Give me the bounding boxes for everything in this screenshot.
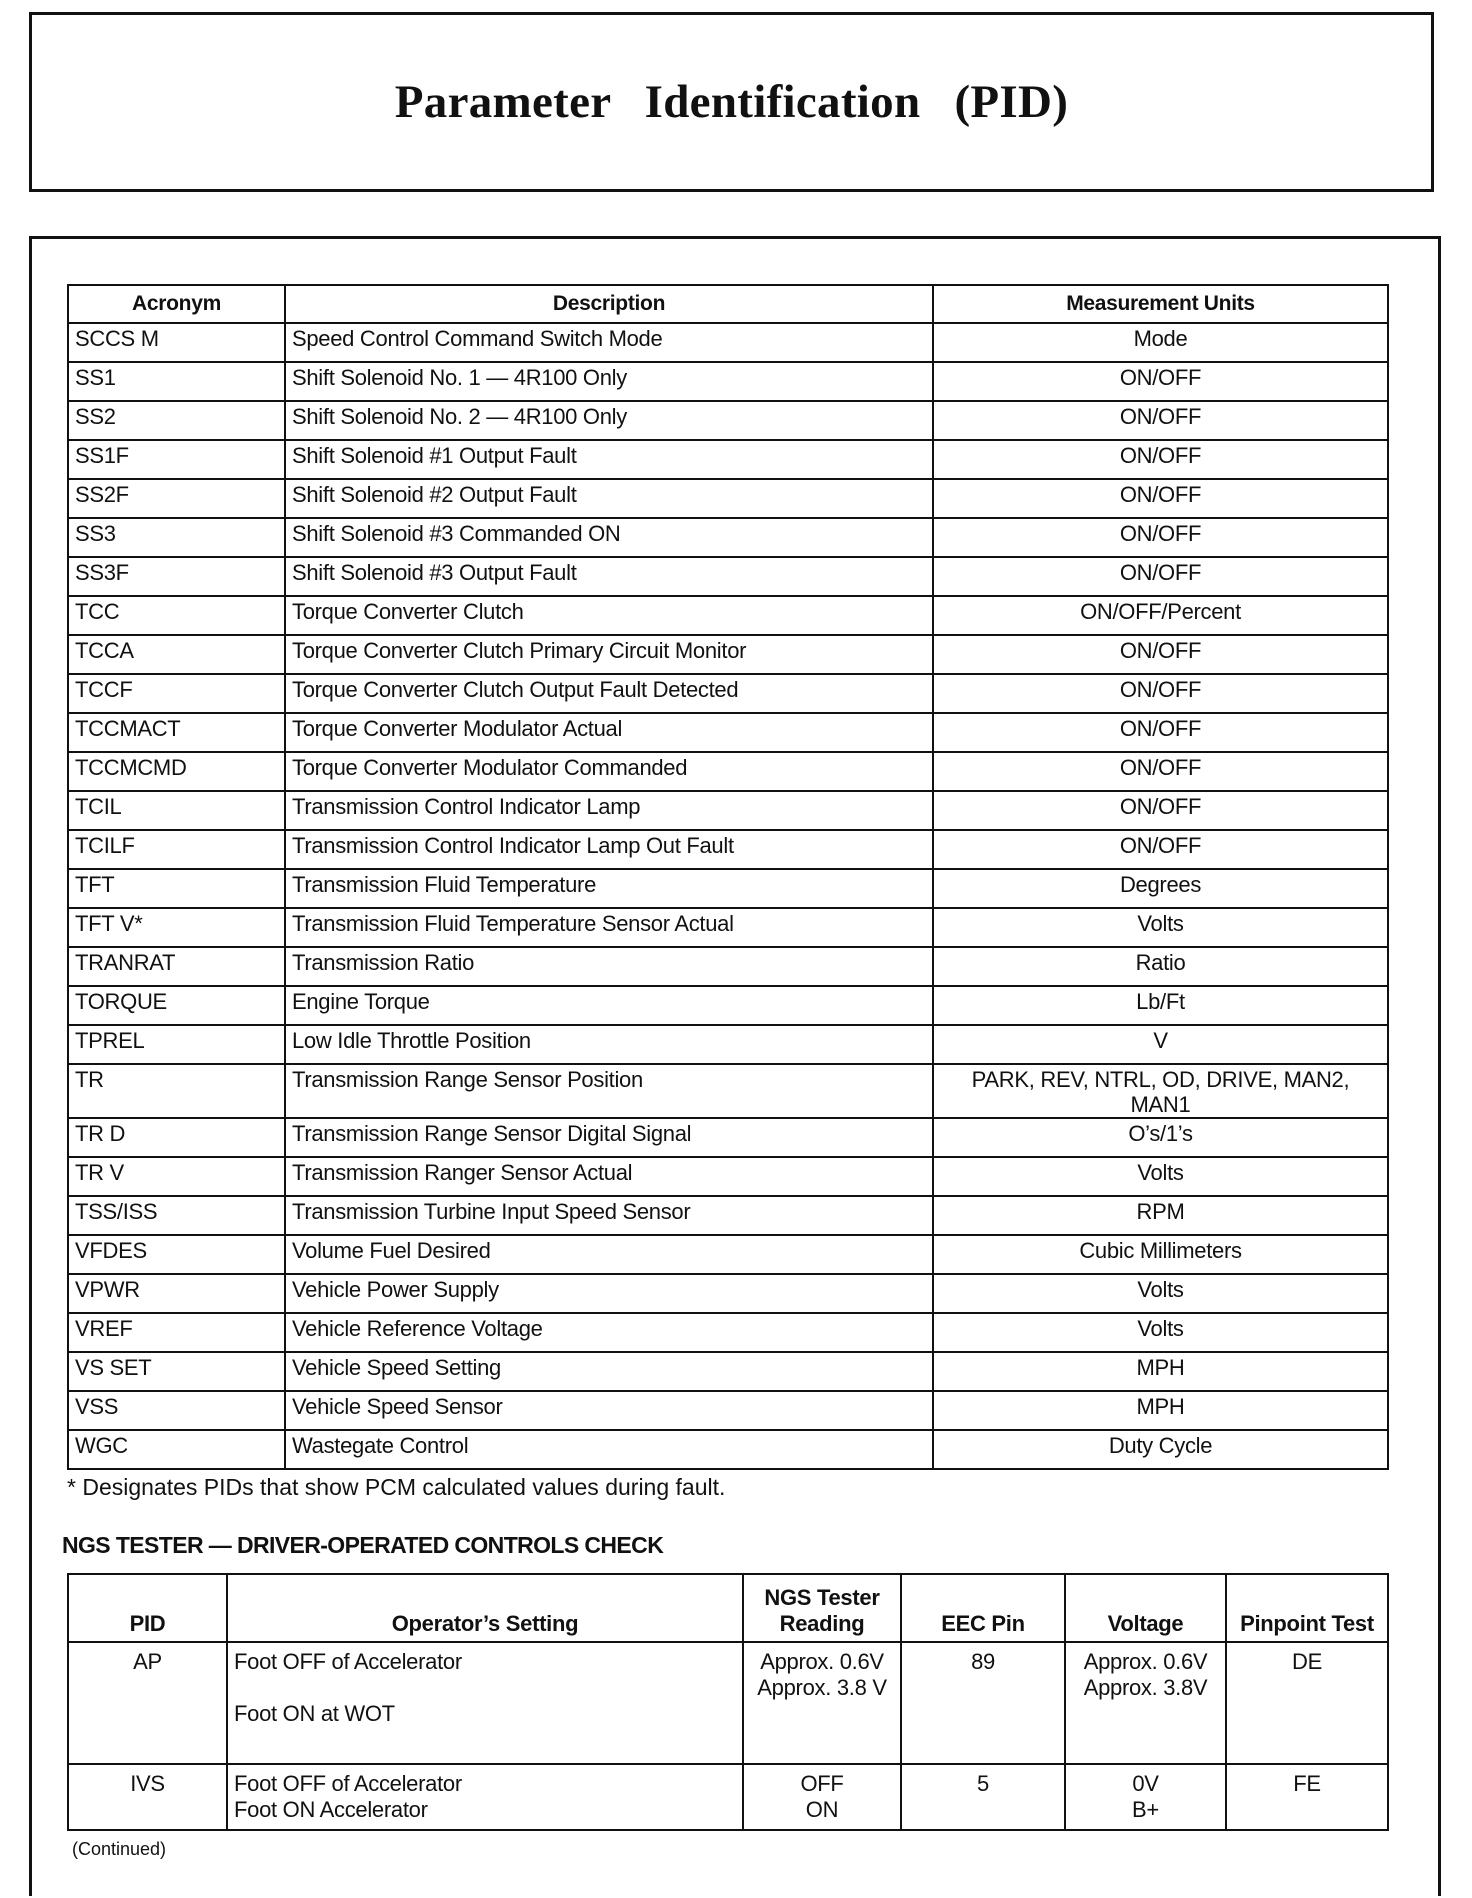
cell-acronym: VFDES <box>68 1235 285 1274</box>
cell-units: Duty Cycle <box>933 1430 1388 1469</box>
table-row <box>68 1352 1388 1391</box>
table-row <box>68 557 1388 596</box>
cell-line: Foot OFF of Accelerator <box>234 1771 462 1796</box>
cell-description: Shift Solenoid #3 Output Fault <box>285 557 933 596</box>
cell-description: Low Idle Throttle Position <box>285 1025 933 1064</box>
cell-acronym: TCILF <box>68 830 285 869</box>
cell-acronym: SS2F <box>68 479 285 518</box>
cell-operator-setting <box>227 1764 743 1830</box>
table-row <box>68 479 1388 518</box>
table-row <box>68 986 1388 1025</box>
cell-description: Transmission Range Sensor Position <box>285 1064 933 1118</box>
cell-units: Volts <box>933 1313 1388 1352</box>
cell-description: Wastegate Control <box>285 1430 933 1469</box>
cell-units: ON/OFF <box>933 635 1388 674</box>
cell-units: ON/OFF <box>933 713 1388 752</box>
cell-acronym: TRANRAT <box>68 947 285 986</box>
cell-units: ON/OFF <box>933 479 1388 518</box>
cell-operator-setting <box>227 1642 743 1764</box>
header-pinpoint-test: Pinpoint Test <box>1226 1574 1388 1642</box>
cell-description: Torque Converter Clutch <box>285 596 933 635</box>
cell-text: FE <box>1293 1771 1321 1796</box>
pid-table-header <box>68 285 1388 323</box>
table-row <box>68 1391 1388 1430</box>
table-row <box>68 362 1388 401</box>
cell-units: Ratio <box>933 947 1388 986</box>
cell-units: ON/OFF <box>933 440 1388 479</box>
cell-units: ON/OFF/Percent <box>933 596 1388 635</box>
cell-description: Vehicle Power Supply <box>285 1274 933 1313</box>
cell-text: 5 <box>977 1771 989 1796</box>
table-row <box>68 401 1388 440</box>
cell-units: Volts <box>933 1157 1388 1196</box>
cell-units: Volts <box>933 908 1388 947</box>
cell-description: Shift Solenoid #2 Output Fault <box>285 479 933 518</box>
cell-acronym: TPREL <box>68 1025 285 1064</box>
table-row <box>68 518 1388 557</box>
cell-acronym: VS SET <box>68 1352 285 1391</box>
cell-acronym: SS3F <box>68 557 285 596</box>
cell-units: Degrees <box>933 869 1388 908</box>
table-row <box>68 830 1388 869</box>
header-operator-setting: Operator’s Setting <box>227 1574 743 1642</box>
cell-line: 0V <box>1132 1771 1159 1796</box>
cell-units: ON/OFF <box>933 791 1388 830</box>
table-row <box>68 908 1388 947</box>
cell-units: PARK, REV, NTRL, OD, DRIVE, MAN2, MAN1 <box>933 1064 1388 1118</box>
cell-description: Shift Solenoid #3 Commanded ON <box>285 518 933 557</box>
table-row <box>68 1764 1388 1830</box>
cell-acronym: TCCMACT <box>68 713 285 752</box>
cell-units: Volts <box>933 1274 1388 1313</box>
cell-acronym: TORQUE <box>68 986 285 1025</box>
cell-acronym: TR D <box>68 1118 285 1157</box>
table-row <box>68 947 1388 986</box>
table-row <box>68 1196 1388 1235</box>
cell-pid <box>68 1764 227 1830</box>
cell-line: Approx. 3.8V <box>1083 1675 1208 1700</box>
cell-acronym: TSS/ISS <box>68 1196 285 1235</box>
cell-pinpoint-test <box>1226 1642 1388 1764</box>
content-frame <box>29 236 1441 1896</box>
cell-acronym: SCCS M <box>68 323 285 362</box>
cell-ngs-reading <box>743 1642 901 1764</box>
table-row <box>68 713 1388 752</box>
table-row <box>68 1157 1388 1196</box>
ngs-table-header <box>68 1574 1388 1642</box>
table-row <box>68 323 1388 362</box>
cell-units: O’s/1’s <box>933 1118 1388 1157</box>
cell-description: Engine Torque <box>285 986 933 1025</box>
cell-units: ON/OFF <box>933 752 1388 791</box>
footnote: * Designates PIDs that show PCM calculated values during fault. <box>67 1474 726 1500</box>
cell-line: B+ <box>1132 1797 1159 1822</box>
table-row <box>68 440 1388 479</box>
cell-description: Transmission Range Sensor Digital Signal <box>285 1118 933 1157</box>
cell-acronym: TFT V* <box>68 908 285 947</box>
cell-description: Vehicle Reference Voltage <box>285 1313 933 1352</box>
cell-line: ON <box>805 1797 839 1822</box>
cell-line: Approx. 0.6V <box>1083 1649 1208 1674</box>
cell-acronym: SS1 <box>68 362 285 401</box>
cell-description: Shift Solenoid #1 Output Fault <box>285 440 933 479</box>
cell-acronym: VPWR <box>68 1274 285 1313</box>
cell-units: MPH <box>933 1391 1388 1430</box>
cell-units: RPM <box>933 1196 1388 1235</box>
page-title: Parameter Identification (PID) <box>394 76 1069 128</box>
cell-description: Shift Solenoid No. 1 — 4R100 Only <box>285 362 933 401</box>
cell-description: Torque Converter Modulator Commanded <box>285 752 933 791</box>
cell-acronym: TCCF <box>68 674 285 713</box>
table-row <box>68 1430 1388 1469</box>
cell-text: 89 <box>971 1649 995 1674</box>
cell-description: Speed Control Command Switch Mode <box>285 323 933 362</box>
cell-ngs-reading <box>743 1764 901 1830</box>
cell-units: ON/OFF <box>933 557 1388 596</box>
cell-acronym: VREF <box>68 1313 285 1352</box>
cell-description: Transmission Fluid Temperature Sensor Actual <box>285 908 933 947</box>
cell-description: Volume Fuel Desired <box>285 1235 933 1274</box>
continued-note: (Continued) <box>72 1839 167 1859</box>
cell-units: ON/OFF <box>933 362 1388 401</box>
table-row <box>68 1642 1388 1764</box>
table-row <box>68 869 1388 908</box>
header-voltage: Voltage <box>1065 1574 1226 1642</box>
table-row <box>68 752 1388 791</box>
cell-pinpoint-test <box>1226 1764 1388 1830</box>
cell-eec-pin <box>901 1764 1065 1830</box>
cell-text: IVS <box>130 1771 165 1796</box>
table-row <box>68 674 1388 713</box>
cell-voltage <box>1065 1642 1226 1764</box>
header-acronym: Acronym <box>68 285 285 323</box>
cell-acronym: TFT <box>68 869 285 908</box>
cell-description: Vehicle Speed Sensor <box>285 1391 933 1430</box>
header-description: Description <box>285 285 933 323</box>
cell-description: Vehicle Speed Setting <box>285 1352 933 1391</box>
cell-description: Torque Converter Clutch Primary Circuit Monitor <box>285 635 933 674</box>
header-pid: PID <box>68 1574 227 1642</box>
cell-line: Approx. 0.6V <box>760 1649 884 1674</box>
table-row <box>68 1235 1388 1274</box>
cell-units: Cubic Millimeters <box>933 1235 1388 1274</box>
cell-line: Foot ON Accelerator <box>234 1797 428 1822</box>
header-ngs-reading: NGS Tester Reading <box>743 1574 901 1642</box>
cell-acronym: TCC <box>68 596 285 635</box>
header-units: Measurement Units <box>933 285 1388 323</box>
table-row <box>68 1313 1388 1352</box>
cell-description: Transmission Fluid Temperature <box>285 869 933 908</box>
cell-line: Approx. 3.8 V <box>757 1675 887 1700</box>
cell-line: Foot ON at WOT <box>234 1701 395 1726</box>
cell-units: ON/OFF <box>933 830 1388 869</box>
cell-acronym: SS2 <box>68 401 285 440</box>
cell-units: Lb/Ft <box>933 986 1388 1025</box>
cell-acronym: WGC <box>68 1430 285 1469</box>
cell-units: Mode <box>933 323 1388 362</box>
header-eec-pin: EEC Pin <box>901 1574 1065 1642</box>
cell-text: AP <box>133 1649 162 1674</box>
cell-voltage <box>1065 1764 1226 1830</box>
cell-description: Transmission Ratio <box>285 947 933 986</box>
cell-units: MPH <box>933 1352 1388 1391</box>
ngs-table <box>67 1573 1389 1831</box>
table-row <box>68 791 1388 830</box>
cell-text: DE <box>1292 1649 1322 1674</box>
cell-acronym: TCCA <box>68 635 285 674</box>
table-row <box>68 1025 1388 1064</box>
cell-acronym: SS1F <box>68 440 285 479</box>
cell-acronym: TCCMCMD <box>68 752 285 791</box>
cell-description: Shift Solenoid No. 2 — 4R100 Only <box>285 401 933 440</box>
table-row <box>68 1118 1388 1157</box>
table-row <box>68 1274 1388 1313</box>
cell-units: ON/OFF <box>933 518 1388 557</box>
cell-acronym: TR <box>68 1064 285 1118</box>
table-row <box>68 635 1388 674</box>
pid-table <box>67 284 1389 1470</box>
cell-pid <box>68 1642 227 1764</box>
cell-line: Foot OFF of Accelerator <box>234 1649 462 1674</box>
cell-eec-pin <box>901 1642 1065 1764</box>
section-heading: NGS TESTER — DRIVER-OPERATED CONTROLS CHECK <box>62 1532 664 1558</box>
cell-acronym: TR V <box>68 1157 285 1196</box>
cell-description: Transmission Control Indicator Lamp Out Fault <box>285 830 933 869</box>
cell-units: ON/OFF <box>933 674 1388 713</box>
table-row <box>68 596 1388 635</box>
cell-description: Transmission Control Indicator Lamp <box>285 791 933 830</box>
cell-acronym: VSS <box>68 1391 285 1430</box>
cell-description: Transmission Ranger Sensor Actual <box>285 1157 933 1196</box>
table-row <box>68 1064 1388 1118</box>
cell-acronym: TCIL <box>68 791 285 830</box>
cell-acronym: SS3 <box>68 518 285 557</box>
cell-description: Torque Converter Modulator Actual <box>285 713 933 752</box>
cell-units: ON/OFF <box>933 401 1388 440</box>
cell-line: OFF <box>800 1771 844 1796</box>
cell-description: Transmission Turbine Input Speed Sensor <box>285 1196 933 1235</box>
cell-units: V <box>933 1025 1388 1064</box>
title-box <box>29 12 1434 192</box>
cell-description: Torque Converter Clutch Output Fault Detected <box>285 674 933 713</box>
